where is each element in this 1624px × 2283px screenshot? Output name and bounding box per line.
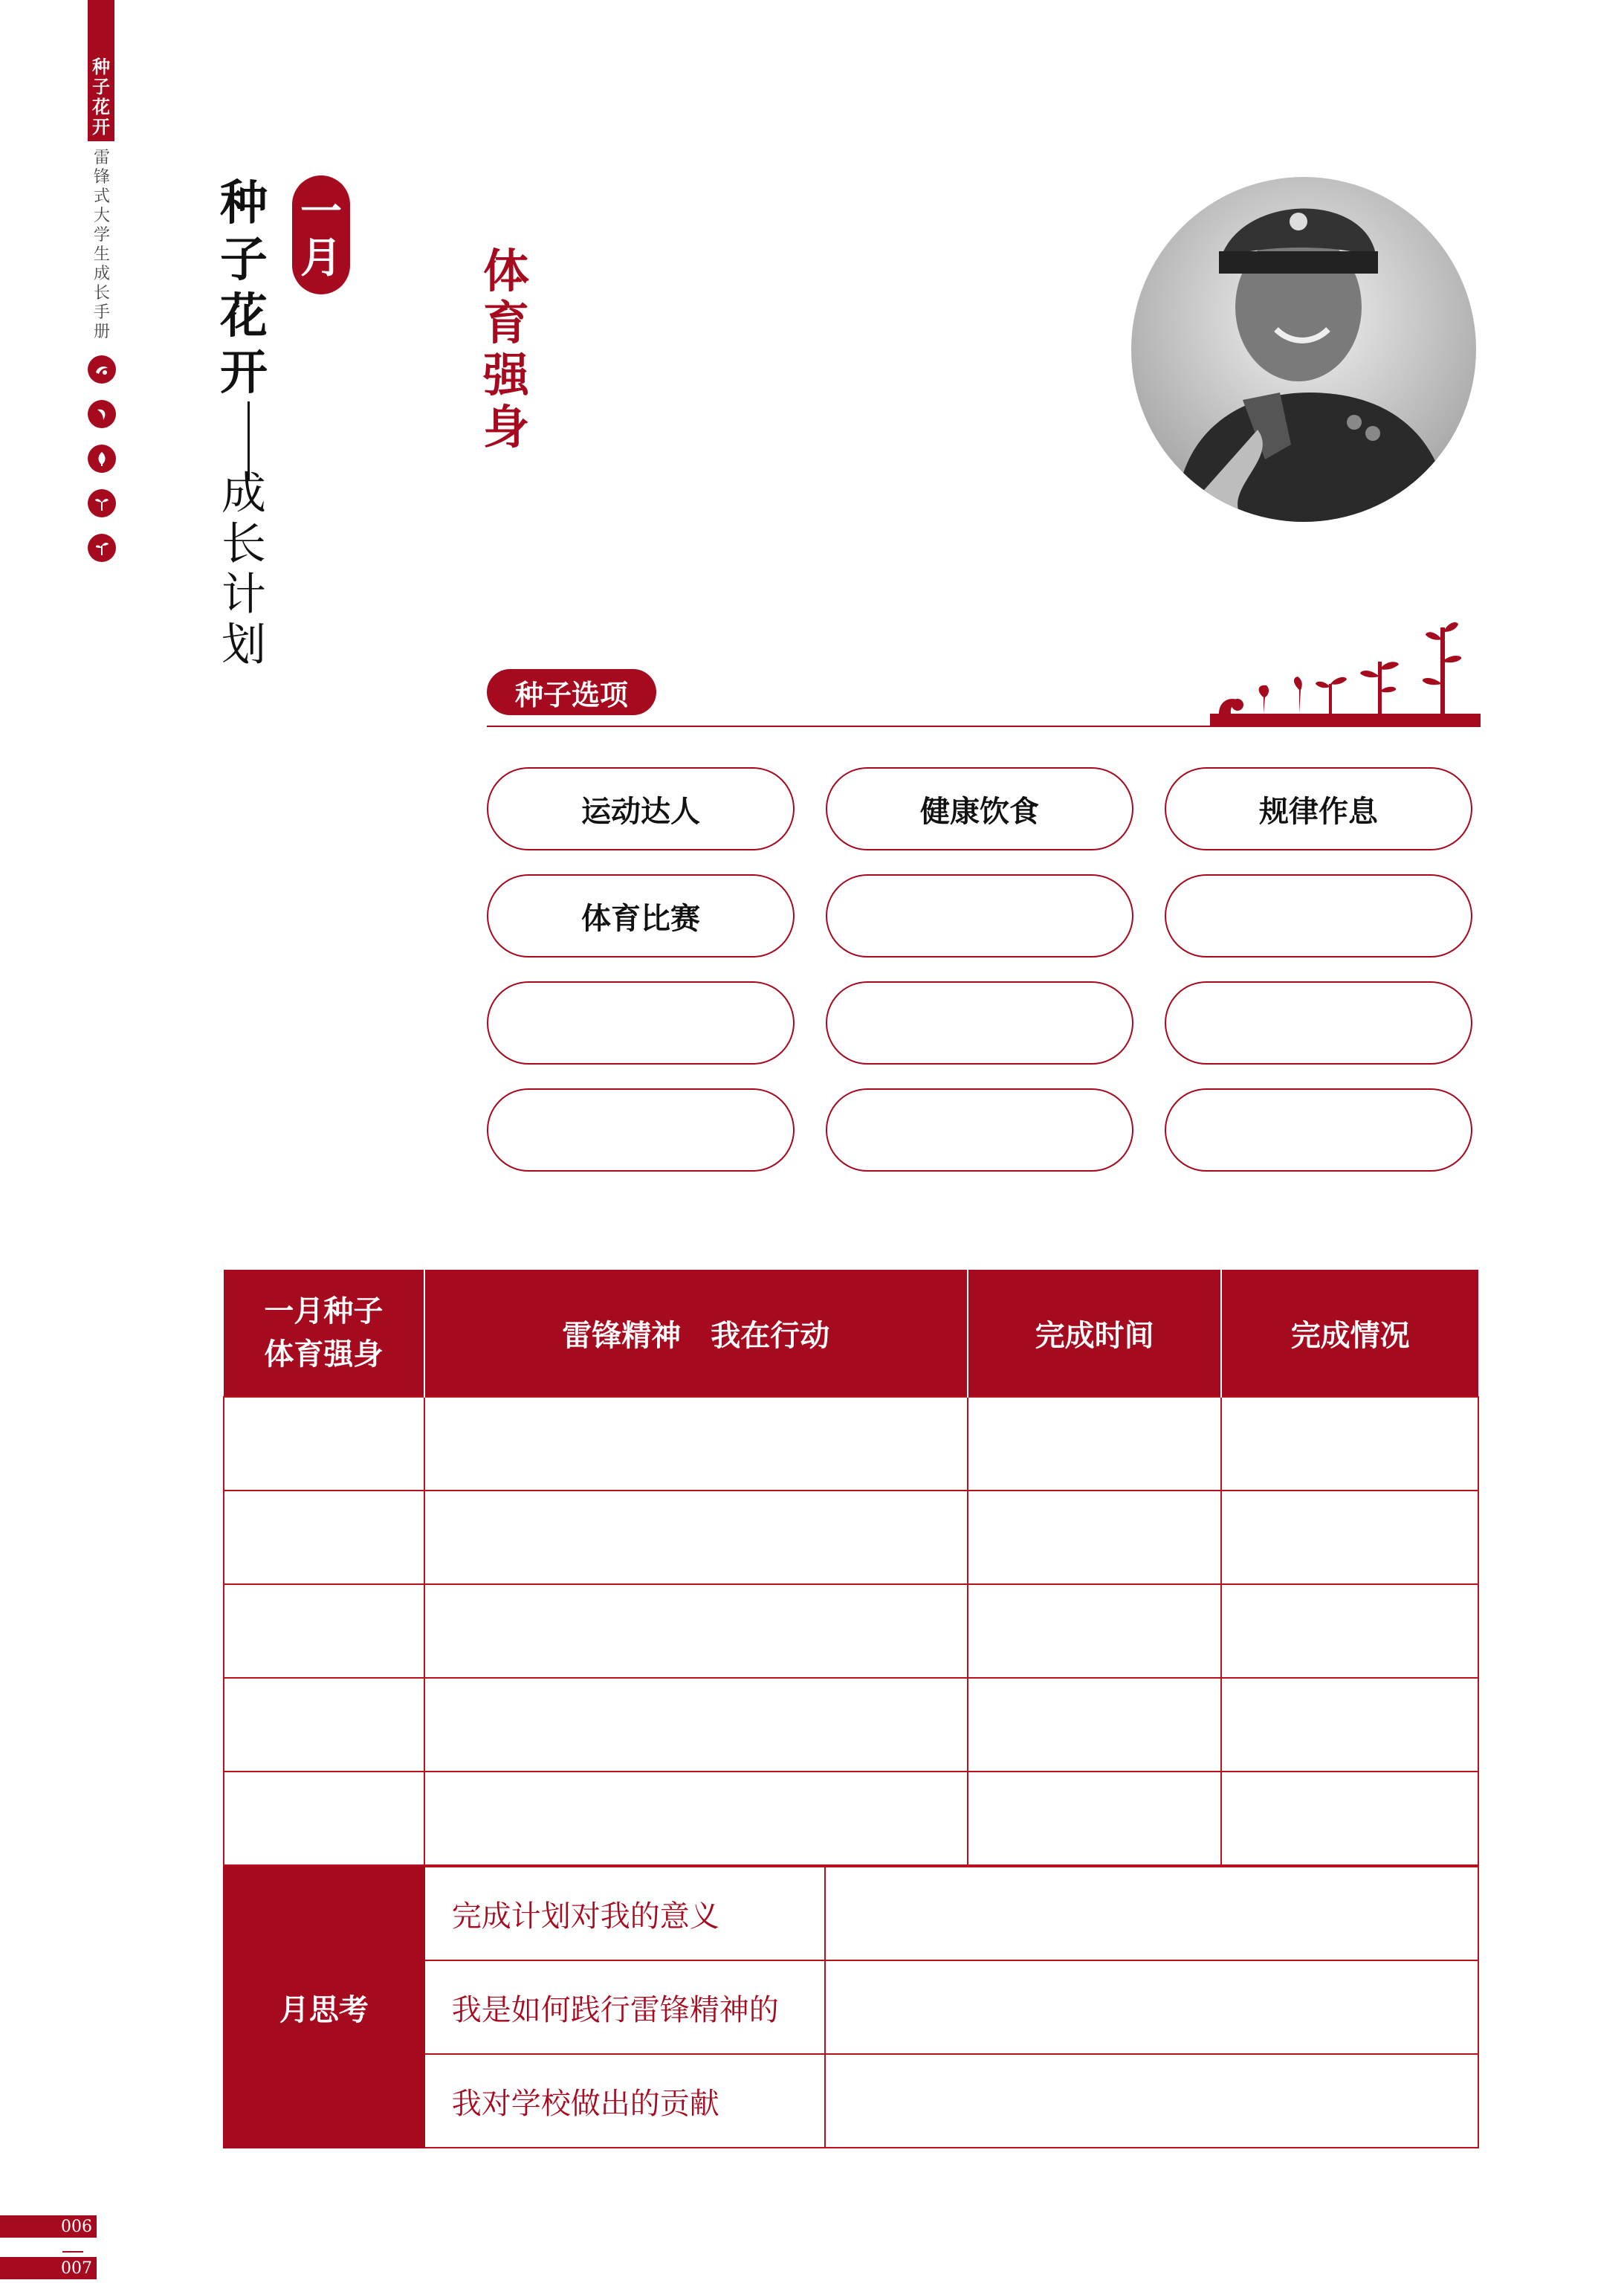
month-char: 一 (300, 187, 342, 236)
subtitle-char: 长 (221, 518, 266, 570)
side-subtitle-char: 成 (93, 265, 110, 283)
table-cell[interactable] (968, 1397, 1222, 1491)
subtitle-char: 划 (221, 619, 266, 671)
seed-option-blank[interactable] (826, 1088, 1133, 1172)
table-cell[interactable] (1221, 1678, 1478, 1772)
sprouts-illustration-icon (1204, 610, 1481, 729)
page-number-right: 007 (0, 2257, 97, 2279)
header-completion-status: 完成情况 (1221, 1270, 1478, 1397)
reflection-answer[interactable] (825, 1960, 1478, 2054)
reflection-row (224, 1867, 1478, 1960)
table-cell[interactable] (224, 1397, 424, 1491)
month-char: 月 (300, 233, 342, 282)
table-cell[interactable] (1221, 1397, 1478, 1491)
side-subtitle-char: 长 (93, 284, 110, 303)
seed-option-blank[interactable] (487, 981, 795, 1065)
reflection-question: 我对学校做出的贡献 (424, 2054, 825, 2148)
page-title (220, 175, 268, 401)
side-subtitle-char: 册 (93, 323, 110, 341)
table-cell[interactable] (224, 1678, 424, 1772)
seed-option[interactable]: 运动达人 (487, 767, 795, 850)
seed-option-blank[interactable] (1165, 981, 1472, 1065)
table-cell[interactable] (968, 1772, 1222, 1865)
topic-char: 体 (483, 244, 530, 298)
table-cell[interactable] (424, 1584, 968, 1678)
header-action: 雷锋精神 我在行动 (424, 1270, 968, 1397)
seed-options-grid (487, 767, 1472, 1172)
table-cell[interactable] (1221, 1772, 1478, 1865)
table-cell[interactable] (224, 1584, 424, 1678)
table-cell[interactable] (424, 1772, 968, 1865)
side-tab-char: 种 (92, 56, 110, 77)
seed-option[interactable]: 规律作息 (1165, 767, 1472, 850)
header-month-seed (224, 1270, 424, 1397)
sprout-icon (88, 355, 116, 384)
seedling-icon (88, 534, 116, 562)
title-char: 子 (220, 232, 268, 288)
side-tab-char: 开 (92, 116, 110, 138)
page-number-left: 006 (0, 2215, 97, 2238)
table-cell[interactable] (424, 1491, 968, 1584)
side-subtitle (89, 149, 114, 342)
table-cell[interactable] (1221, 1584, 1478, 1678)
portrait-photo (1131, 177, 1476, 522)
side-tab-char: 花 (92, 96, 110, 117)
title-char: 花 (220, 288, 268, 344)
leaf-icon (88, 445, 116, 473)
seed-options-label: 种子选项 (487, 669, 656, 715)
table-row (224, 1584, 1478, 1678)
side-subtitle-char: 式 (93, 187, 110, 206)
reflection-answer[interactable] (825, 2054, 1478, 2148)
table-cell[interactable] (968, 1678, 1222, 1772)
header-line: 体育强身 (264, 1337, 384, 1372)
table-cell[interactable] (1221, 1491, 1478, 1584)
reflection-question: 我是如何践行雷锋精神的 (424, 1960, 825, 2054)
side-tab (88, 0, 114, 141)
subtitle-char: 计 (221, 569, 266, 621)
side-icons (88, 355, 116, 562)
side-tab-char: 子 (92, 76, 110, 97)
reflection-header: 月思考 (224, 1867, 424, 2148)
side-subtitle-char: 学 (93, 226, 110, 245)
table-cell[interactable] (424, 1397, 968, 1491)
table-row (224, 1772, 1478, 1865)
plan-table (223, 1270, 1479, 1866)
table-row (224, 1678, 1478, 1772)
header-completion-time: 完成时间 (968, 1270, 1222, 1397)
page-number-dash (62, 2251, 83, 2253)
reflection-answer[interactable] (825, 1867, 1478, 1960)
side-subtitle-char: 大 (93, 207, 110, 225)
side-subtitle-char: 雷 (93, 149, 110, 167)
side-subtitle-char: 生 (93, 245, 110, 264)
topic-char: 强 (483, 348, 530, 402)
seed-option-blank[interactable] (826, 874, 1133, 958)
seed-option-blank[interactable] (1165, 874, 1472, 958)
page-subtitle (221, 468, 266, 671)
side-subtitle-char: 手 (93, 303, 110, 322)
topic-char: 身 (483, 400, 530, 454)
seed-option[interactable]: 体育比赛 (487, 874, 795, 958)
table-cell[interactable] (424, 1678, 968, 1772)
seed-option[interactable]: 健康饮食 (826, 767, 1133, 850)
title-char: 种 (220, 175, 268, 231)
seed-option-blank[interactable] (1165, 1088, 1472, 1172)
table-cell[interactable] (968, 1491, 1222, 1584)
sprout-icon (88, 400, 116, 428)
side-subtitle-char: 锋 (93, 168, 110, 187)
subtitle-char: 成 (221, 468, 266, 520)
seed-option-blank[interactable] (826, 981, 1133, 1065)
topic-char: 育 (483, 296, 530, 350)
header-line: 一月种子 (264, 1294, 384, 1328)
reflection-table (223, 1866, 1479, 2148)
table-cell[interactable] (224, 1772, 424, 1865)
month-badge (292, 175, 350, 294)
title-char: 开 (220, 345, 268, 401)
seed-option-blank[interactable] (487, 1088, 795, 1172)
plan-table-header (224, 1270, 1478, 1397)
table-cell[interactable] (968, 1584, 1222, 1678)
table-row (224, 1397, 1478, 1491)
reflection-question: 完成计划对我的意义 (424, 1867, 825, 1960)
topic-heading (483, 245, 529, 453)
table-row (224, 1491, 1478, 1584)
sprout-icon (88, 489, 116, 517)
table-cell[interactable] (224, 1491, 424, 1584)
